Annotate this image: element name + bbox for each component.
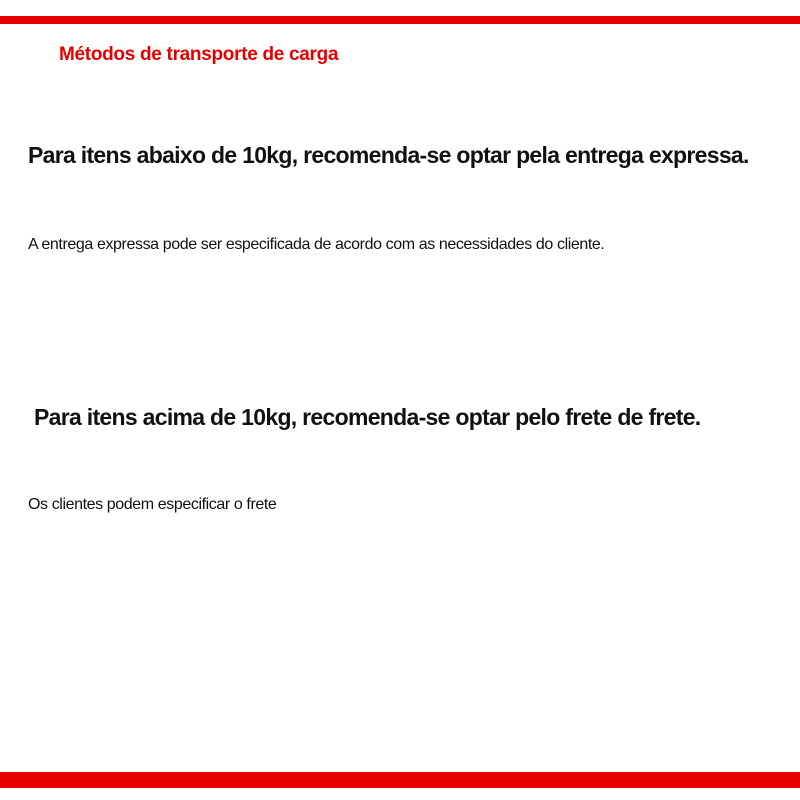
top-accent-bar xyxy=(0,16,800,24)
bottom-accent-bar xyxy=(0,772,800,788)
section-1-note: A entrega expressa pode ser especificada de acordo com as necessidades do cliente. xyxy=(28,236,605,253)
section-2-headline: Para itens acima de 10kg, recomenda-se optar pelo frete de frete. xyxy=(34,404,701,430)
section-2-note: Os clientes podem especificar o frete xyxy=(28,496,277,513)
page-title: Métodos de transporte de carga xyxy=(59,44,339,65)
section-1-headline: Para itens abaixo de 10kg, recomenda-se optar pela entrega expressa. xyxy=(28,142,749,168)
